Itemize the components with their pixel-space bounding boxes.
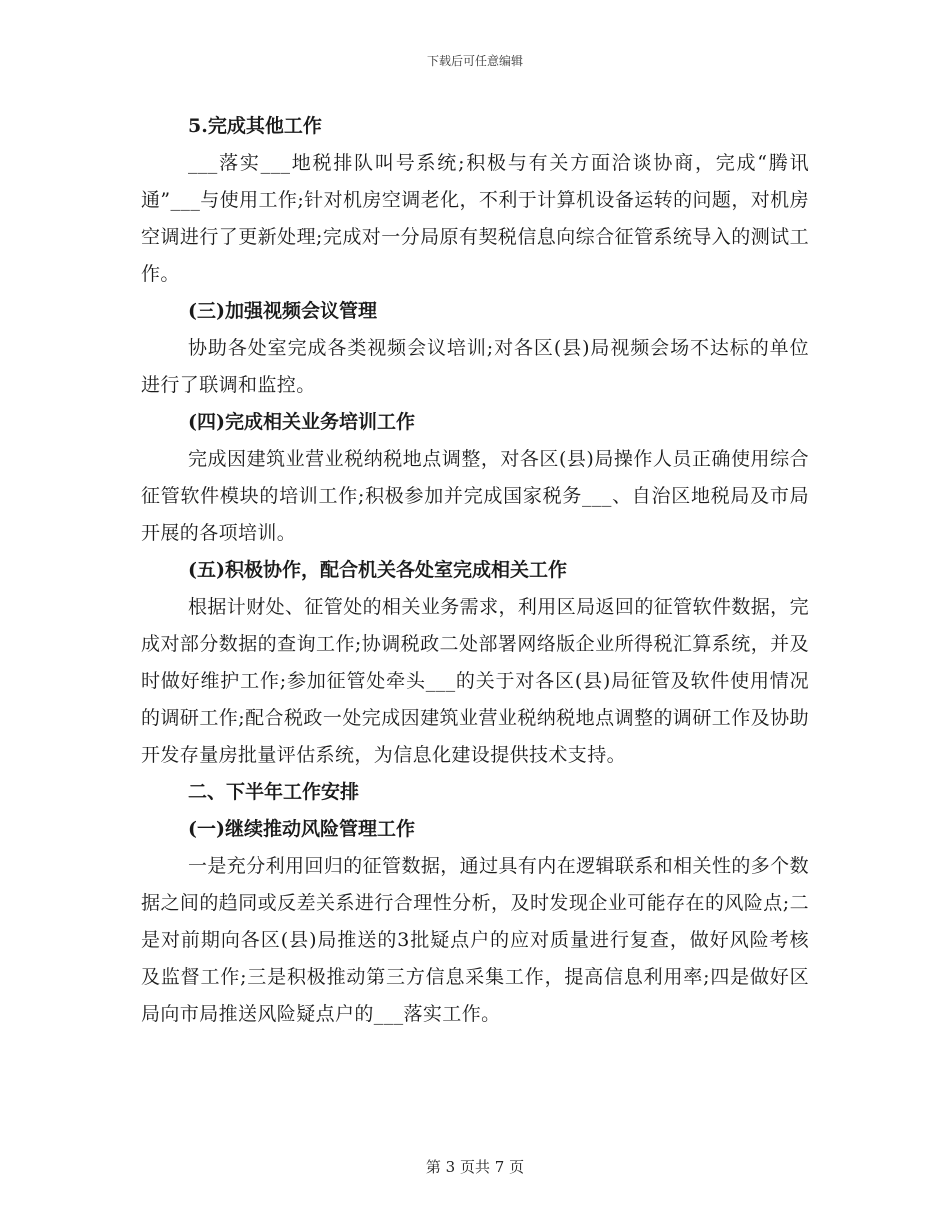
- document-body: [141, 108, 809, 1033]
- page-footer-page-number: 第 3 页共 7 页: [425, 1158, 525, 1176]
- section-heading-other-work: 5.完成其他工作: [188, 115, 322, 137]
- section-heading-cooperation: (五)积极协作，配合机关各处室完成相关工作: [188, 559, 567, 581]
- paragraph-video-conference: 协助各处室完成各类视频会议培训;对各区(县)局视频会场不达标的单位进行了联调和监控。: [141, 337, 809, 396]
- section-heading-second-half-plan: 二、下半年工作安排: [188, 781, 360, 803]
- section-heading-training: (四)完成相关业务培训工作: [188, 411, 415, 433]
- paragraph-cooperation: 根据计财处、征管处的相关业务需求，利用区局返回的征管软件数据，完成对部分数据的查询工作;协调税政二处部署网络版企业所得税汇算系统，并及时做好维护工作;参加征管处牵头___的关于对各区(县)局征管及软件使用情况的调研工作;配合税政一处完成因建筑业营业税纳税地点调整的调研工作及协助开发存量房批量评估系统，为信息化建设提供技术支持。: [141, 596, 809, 766]
- section-heading-video-conference: (三)加强视频会议管理: [188, 300, 377, 322]
- section-heading-risk-management: (一)继续推动风险管理工作: [188, 818, 415, 840]
- paragraph-risk-management: 一是充分利用回归的征管数据，通过具有内在逻辑联系和相关性的多个数据之间的趋同或反差关系进行合理性分析，及时发现企业可能存在的风险点;二是对前期向各区(县)局推送的3批疑点户的应对质量进行复查，做好风险考核及监督工作;三是积极推动第三方信息采集工作，提高信息利用率;四是做好区局向市局推送风险疑点户的___落实工作。: [141, 855, 809, 1025]
- paragraph-training: 完成因建筑业营业税纳税地点调整，对各区(县)局操作人员正确使用综合征管软件模块的培训工作;积极参加并完成国家税务___、自治区地税局及市局开展的各项培训。: [141, 448, 809, 544]
- page-header: 下载后可任意编辑: [426, 54, 523, 68]
- paragraph-other-work: ___落实___地税排队叫号系统;积极与有关方面洽谈协商，完成“腾讯通”___与使用工作;针对机房空调老化，不利于计算机设备运转的问题，对机房空调进行了更新处理;完成对一分局原有契税信息向综合征管系统导入的测试工作。: [141, 152, 809, 285]
